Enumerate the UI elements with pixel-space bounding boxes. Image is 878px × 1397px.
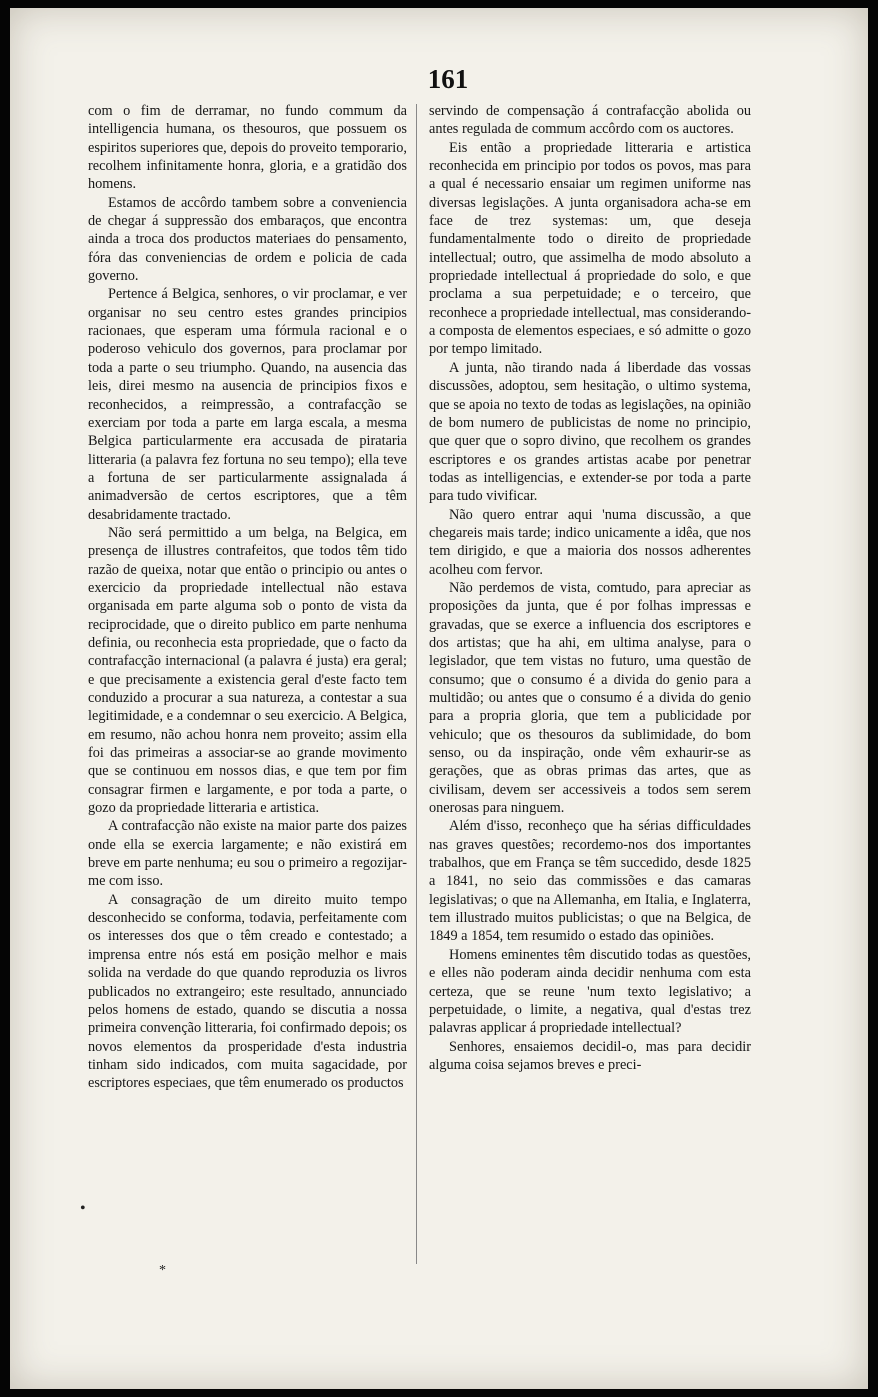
left-column: [88, 102, 407, 1093]
paragraph: Estamos de accôrdo tambem sobre a conveniencia de chegar á suppressão dos embaraços, que encontra ainda a troca dos productos materiaes do pensamento, fóra das conveniencias de ordem e policia de cada governo.: [88, 194, 407, 285]
book-page: [10, 8, 868, 1389]
column-divider: [416, 104, 417, 1264]
paragraph: Pertence á Belgica, senhores, o vir proclamar, e ver organisar no seu centro estes grandes principios racionaes, que esperam uma fórmula racional e o poderoso vehiculo dos governos, para proclamar por toda a parte o seu triumpho. Quando, na ausencia das leis, direi mesmo na ausencia de principios fixos e reconhecidos, a reimpressão, a contrafacção se exerciam por toda a parte em larga escala, a mesma Belgica particularmente era accusada de pirataria litteraria (a palavra fez fortuna no seu tempo); ella teve a fortuna de ser particularmente assignalada á animadversão de certos escriptores, que a têm desabridamente tractado.: [88, 286, 407, 523]
signature-mark-icon: *: [159, 1263, 166, 1278]
paragraph: Não será permittido a um belga, na Belgica, em presença de illustres contrafeitos, que todos têm tido razão de queixa, notar que então o principio ou antes o exercicio da propriedade intellectual não estava organisada em parte alguma sob o ponto de vista da reciprocidade, que o direito publico em parte nenhuma definia, ou reconhecia esta propriedade, que o facto da contrafacção internacional (a palavra é justa) era geral; e que precisamente a existencia geral d'este facto tem conduzido a procurar a sua natureza, a contestar a sua legitimidade, e a condemnar o seu exercicio. A Belgica, em resumo, não achou honra nem proveito; assim ella foi das primeiras a associar-se ao grande movimento que se continuou em nossos dias, e que tem por fim consagrar firmen e largamente, e por toda a parte, o gozo da propriedade litteraria e artistica.: [88, 524, 407, 817]
paragraph: A junta, não tirando nada á liberdade das vossas discussões, adoptou, sem hesitação, o ultimo systema, que se apoia no texto de todas as legislações, na opinião de bom numero de publicistas de nome no principio, que quer que o sopro divino, que recolhem os grandes escriptores e os grandes artistas acabe por penetrar todas as intelligencias, e extender-se por toda a parte para tudo vivificar.: [429, 359, 751, 505]
right-column: [429, 102, 751, 1074]
paragraph: Eis então a propriedade litteraria e artistica reconhecida em principio por todos os povos, mas para a qual é necessario ensaiar um regimen uniforme nas diversas legislações. A junta organisadora acha-se em face de trez systemas: um, que deseja fundamentalmente todo o direito de propriedade intellectual; outro, que assimelha de modo absoluto a propriedade intellectual á propriedade do solo, e que proclama a sua perpetuidade; e o terceiro, que reconhece a propriedade intellectual, mas considerando-a composta de elementos especiaes, e só admitte o gozo por tempo limitado.: [429, 139, 751, 358]
ink-dot-icon: •: [80, 1200, 86, 1217]
paragraph: servindo de compensação á contrafacção abolida ou antes regulada de commum accôrdo com os auctores.: [429, 103, 751, 138]
paragraph: Não perdemos de vista, comtudo, para apreciar as proposições da junta, que é por folhas impressas e gravadas, que se exerce a influencia dos escriptores e dos artistas; que ha ahi, em ultima analyse, para o legislador, que tem vistas no futuro, uma questão de consumo; que o consumo é a divida do genio para a multidão; ou antes que o consumo é a divida do genio para a propria gloria, que tem a publicidade por vehiculo; que os thesouros da sublimidade, do bom senso, ou da inspiração, onde vêm exhaurir-se as gerações, que as obras primas das artes, que as civilisam, devem ser accessiveis a todos sem serem onerosas para ninguem.: [429, 579, 751, 817]
paragraph: com o fim de derramar, no fundo commum da intelligencia humana, os thesouros, que possuem os espiritos superiores que, depois do proveito temporario, recolhem infinitamente honra, gloria, e a gratidão dos homens.: [88, 103, 407, 193]
paragraph: Senhores, ensaiemos decidil-o, mas para decidir alguma coisa sejamos breves e preci-: [429, 1038, 751, 1073]
page-number: 161: [427, 64, 469, 94]
paragraph: A consagração de um direito muito tempo desconhecido se conforma, todavia, perfeitamente com os interesses dos que o têm creado e contestado; a imprensa entre nós está em posição melhor e mais solida na verdade do que quando reproduzia os livros publicados no extrangeiro; este resultado, annunciado pelos homens de estado, quando se discutia a nossa primeira convenção litteraria, foi confirmado depois; os novos elementos da prosperidade d'esta industria tinham sido indicados, com muita sagacidade, por escriptores especiaes, que têm enumerado os productos: [88, 891, 407, 1092]
paragraph: A contrafacção não existe na maior parte dos paizes onde ella se exercia largamente; e não existirá em breve em parte nenhuma; eu sou o primeiro a regozijar-me com isso.: [88, 818, 407, 890]
paragraph: Homens eminentes têm discutido todas as questões, e elles não poderam ainda decidir nenhuma com esta certeza, que se reune 'num texto legislativo; a perpetuidade, o limite, a negativa, qual d'estas trez palavras applicar á propriedade intellectual?: [429, 946, 751, 1037]
paragraph: Não quero entrar aqui 'numa discussão, a que chegareis mais tarde; indico unicamente a idêa, que nos tem dirigido, e que a maioria dos nossos adherentes acolheu com fervor.: [429, 506, 751, 578]
paragraph: Além d'isso, reconheço que ha sérias difficuldades nas graves questões; recordemo-nos dos importantes trabalhos, que em França se têm succedido, desde 1825 a 1841, no seio das commissões e das camaras legislativas; o que na Allemanha, em Italia, e Inglaterra, tem illustrado muitos publicistas; o que na Belgica, de 1849 a 1854, tem resumido o estado das opiniões.: [429, 818, 751, 945]
